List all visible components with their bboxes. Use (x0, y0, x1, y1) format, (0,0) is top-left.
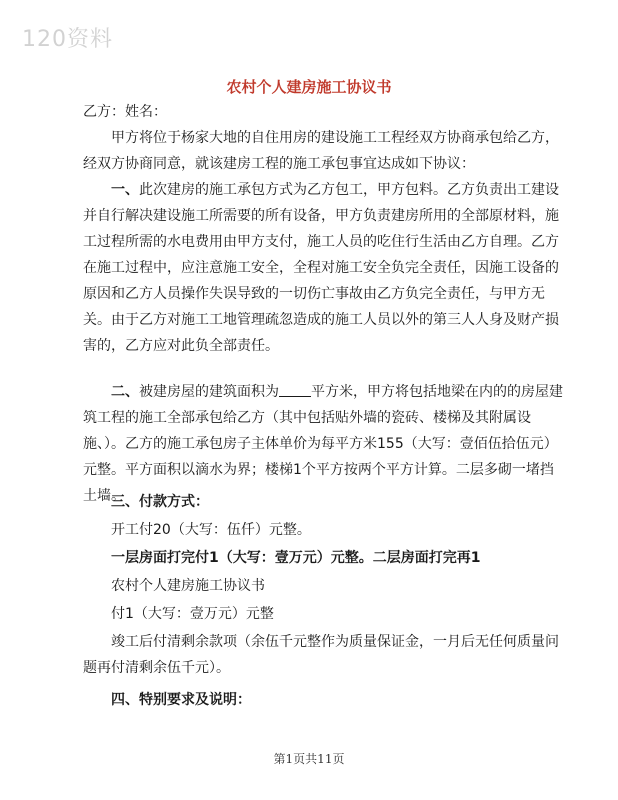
clause-2-text-post: 平方米，甲方将包括地梁在内的的房屋建筑工程的施工全部承包给乙方（其中包括贴外墙的瓷砖、楼梯及其附属设施、）。乙方的施工承包房子主体单价为每平方米155（大写：壹佰伍拾伍元）元整。平方面积以滴水为界；楼梯1个平方按两个平方计算。二层多砌一堵挡土墙。 (83, 384, 563, 504)
payment-2: 一层房面打完付1（大写：壹万元）元整。二层房面打完再1 (111, 550, 481, 566)
payment-4: 竣工后付清剩余款项（余伍千元整作为质量保证金，一月后无任何质量问题再付清剩余伍千元）。 (83, 634, 559, 676)
payment-1: 开工付20（大写：伍仟）元整。 (111, 522, 311, 538)
page-footer: 第1页共11页 (273, 752, 345, 766)
clause-4-heading: 四、特别要求及说明： (111, 692, 251, 708)
party-b-line: 乙方：姓名： (83, 104, 167, 120)
clause-1-paragraph (83, 177, 563, 359)
watermark: 120资料 (22, 27, 113, 52)
clause-2-label: 二、 (111, 384, 139, 400)
intro-paragraph: 甲方将位于杨家大地的自住用房的建设施工工程经双方协商承包给乙方，经双方协商同意，就该建房工程的施工承包事宜达成如下协议： (83, 130, 559, 172)
payment-3: 付1（大写：壹万元）元整 (111, 606, 274, 622)
repeated-title: 农村个人建房施工协议书 (111, 578, 265, 594)
clause-2-text-pre: 被建房屋的建筑面积为 (139, 384, 279, 400)
clause-1-label: 一、 (111, 182, 139, 198)
clause-1-text: 此次建房的施工承包方式为乙方包工，甲方包料。乙方负责出工建设并自行解决建设施工所需要的所有设备，甲方负责建房所用的全部原材料，施工过程所需的水电费用由甲方支付，施工人员的吃住行生活由乙方自理。乙方在施工过程中，应注意施工安全，全程对施工安全负完全责任，因施工设备的原因和乙方人员操作失误导致的一切伤亡事故由乙方负完全责任，与甲方无关。由于乙方对施工工地管理疏忽造成的施工人员以外的第三人人身及财产损害的，乙方应对此负全部责任。 (83, 182, 559, 354)
document-title: 农村个人建房施工协议书 (226, 78, 392, 96)
clause-3-heading: 三、付款方式： (111, 494, 209, 510)
area-blank (279, 382, 311, 397)
